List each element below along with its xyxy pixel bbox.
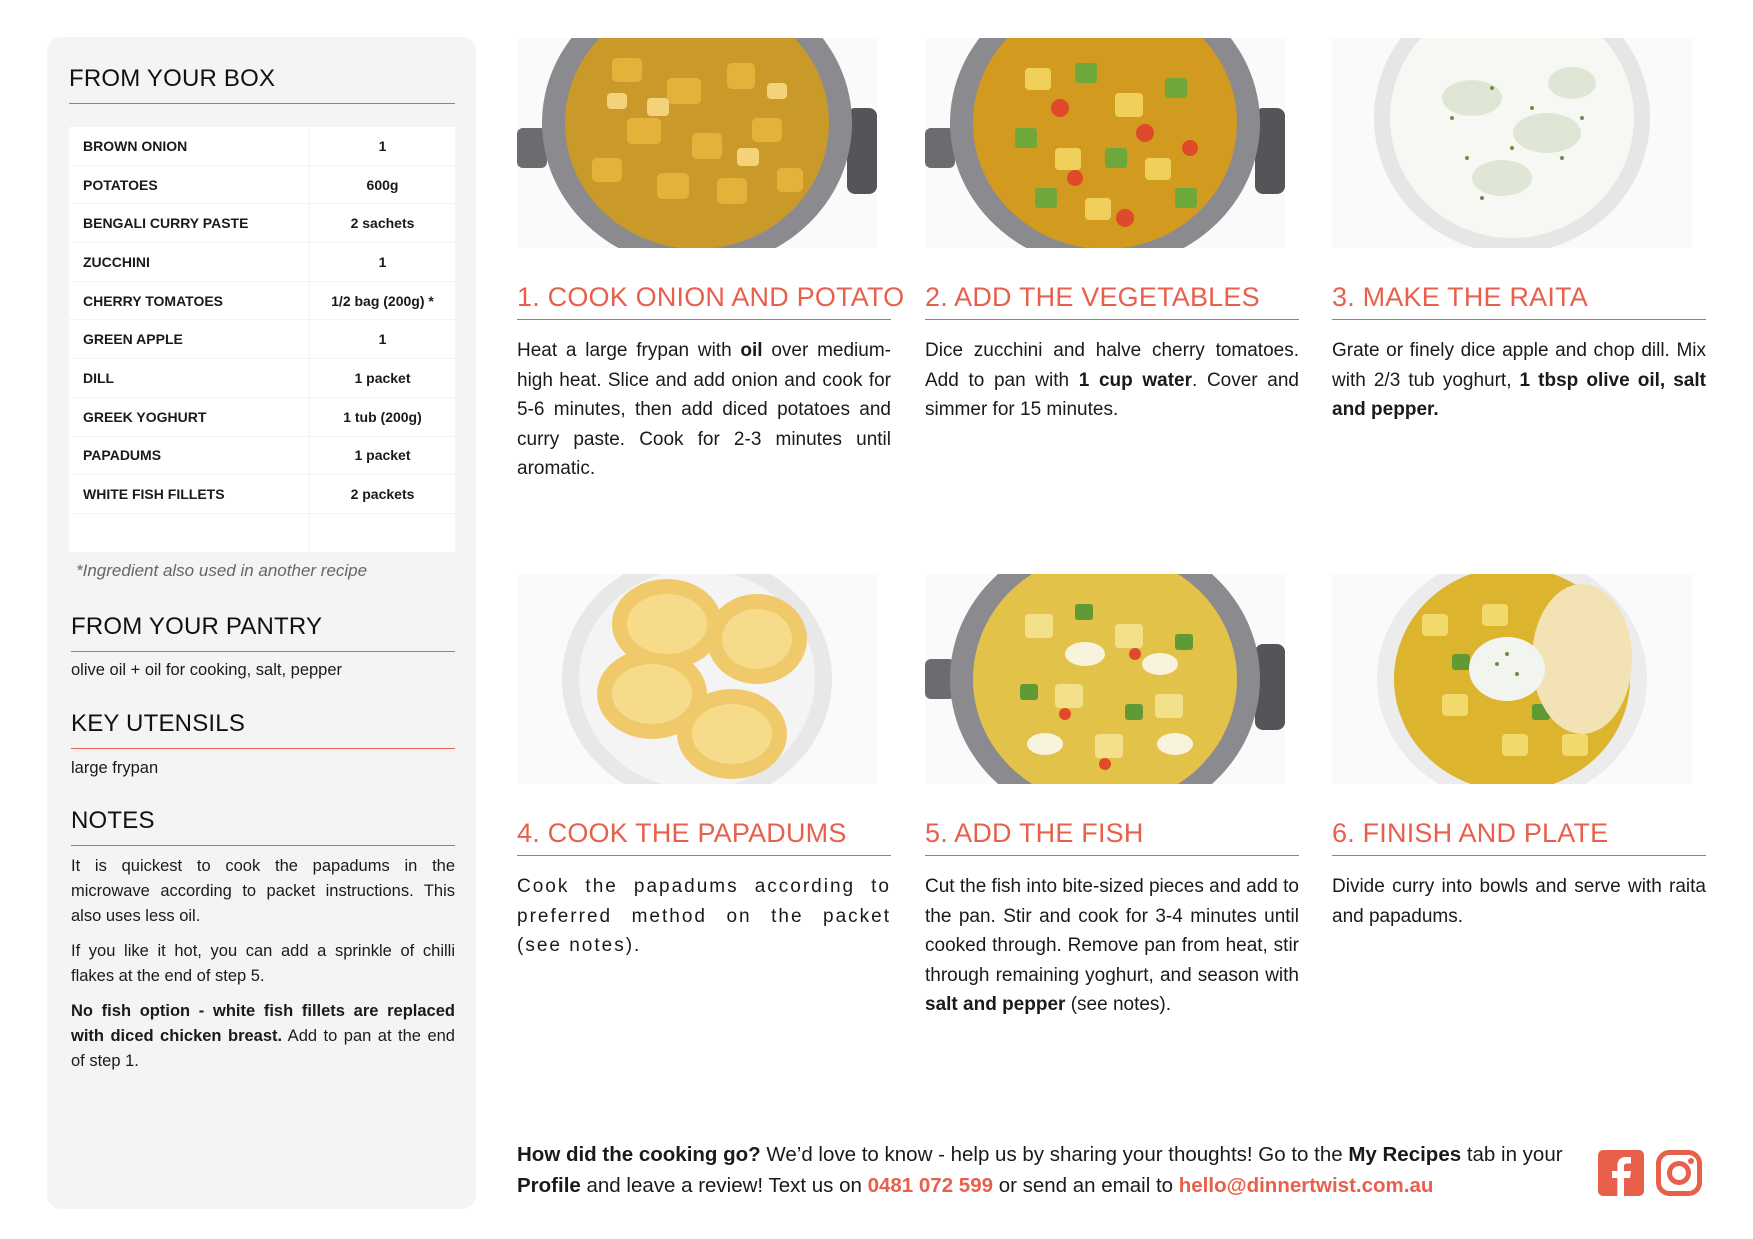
step-2-text-b: . Cover and simmer for 15 minutes. xyxy=(925,369,1299,420)
ingredient-qty: 1 packet xyxy=(309,437,455,475)
feedback-text-c: and leave a review! Text us on xyxy=(580,1174,868,1197)
step-6 xyxy=(1332,574,1706,931)
note-no-fish xyxy=(71,999,455,1074)
profile-label: Profile xyxy=(517,1174,581,1197)
ingredient-name: ZUCCHINI xyxy=(83,253,150,270)
step-5-text-b: (see notes). xyxy=(1065,994,1172,1015)
step-5-text-a: Cut the fish into bite-sized pieces and add to the pan. Stir and cook for 3-4 minutes until cooked through. Remove pan from heat, stir through remaining yoghurt, and season with xyxy=(925,876,1299,986)
step-1-text-b: over medium-high heat. Slice and add onion and cook for 5-6 minutes, then add diced potatoes and curry paste. Cook for 2-3 minutes until aromatic. xyxy=(517,340,891,479)
step-5-bold-a: salt and pepper xyxy=(925,994,1066,1015)
pantry-text: olive oil + oil for cooking, salt, pepper xyxy=(71,661,343,679)
my-recipes-label: My Recipes xyxy=(1348,1143,1462,1166)
step-1-body xyxy=(517,336,891,484)
step-3-body xyxy=(1332,336,1706,425)
step-1-title: 1. COOK ONION AND POTATO xyxy=(517,282,891,320)
step-6-photo xyxy=(1332,574,1692,784)
ingredient-name: BROWN ONION xyxy=(83,137,188,154)
ingredient-qty: 1 tub (200g) xyxy=(309,398,455,436)
step-6-title: 6. FINISH AND PLATE xyxy=(1332,818,1706,856)
step-1-bold-a: oil xyxy=(740,340,763,361)
instagram-icon[interactable] xyxy=(1656,1150,1702,1196)
ingredient-name: GREEN APPLE xyxy=(83,331,183,348)
table-row xyxy=(69,359,455,398)
ingredient-name: CHERRY TOMATOES xyxy=(83,292,224,309)
step-2-title: 2. ADD THE VEGETABLES xyxy=(925,282,1299,320)
ingredient-name: PAPADUMS xyxy=(83,447,162,464)
phone-link[interactable]: 0481 072 599 xyxy=(867,1174,993,1197)
step-5-body xyxy=(925,872,1299,1020)
ingredient-name: WHITE FISH FILLETS xyxy=(83,486,225,503)
step-4-title: 4. COOK THE PAPADUMS xyxy=(517,818,891,856)
step-4-body xyxy=(517,872,891,961)
step-2 xyxy=(925,38,1299,425)
table-row xyxy=(69,514,455,553)
notes-body xyxy=(71,854,455,1084)
ingredient-qty xyxy=(309,514,455,552)
table-row xyxy=(69,243,455,282)
note-microwave: It is quickest to cook the papadums in the microwave according to packet instructions. This also uses less oil. xyxy=(71,857,455,925)
step-1 xyxy=(517,38,905,484)
table-row xyxy=(69,437,455,476)
step-6-body xyxy=(1332,872,1706,931)
step-2-bold-a: 1 cup water xyxy=(1078,369,1193,391)
ingredient-name: GREEK YOGHURT xyxy=(83,408,207,425)
feedback-text-a: We’d love to know - help us by sharing your thoughts! Go to the xyxy=(760,1143,1349,1166)
step-5 xyxy=(925,574,1299,1020)
note-chilli: If you like it hot, you can add a sprinkle of chilli flakes at the end of step 5. xyxy=(71,942,455,985)
email-link[interactable]: hello@dinnertwist.com.au xyxy=(1178,1174,1434,1197)
notes-heading: NOTES xyxy=(71,807,455,846)
from-your-box-heading: FROM YOUR BOX xyxy=(69,65,455,104)
ingredient-qty: 1 packet xyxy=(309,359,455,397)
feedback-text-b: tab in your xyxy=(1461,1143,1563,1166)
table-row xyxy=(69,204,455,243)
utensils-heading: KEY UTENSILS xyxy=(71,710,455,749)
table-row xyxy=(69,127,455,166)
step-2-photo xyxy=(925,38,1285,248)
table-row xyxy=(69,398,455,437)
feedback-footer xyxy=(517,1139,1577,1201)
step-4-text-a: Cook the papadums according to preferred method on the packet (see notes). xyxy=(517,876,891,956)
step-5-title: 5. ADD THE FISH xyxy=(925,818,1299,856)
ingredient-name: BENGALI CURRY PASTE xyxy=(83,215,249,232)
ingredient-qty: 1/2 bag (200g) * xyxy=(309,282,455,320)
ingredients-table xyxy=(69,127,455,553)
step-4 xyxy=(517,574,891,961)
step-4-photo xyxy=(517,574,877,784)
step-3-bold-a: 1 tbsp olive oil, salt and pepper. xyxy=(1332,369,1706,420)
ingredient-qty: 600g xyxy=(309,166,455,204)
note-no-fish-bold: No fish option - white fish fillets are replaced with diced chicken breast. xyxy=(71,1002,455,1045)
ingredient-qty: 2 packets xyxy=(309,475,455,513)
step-2-body xyxy=(925,336,1299,425)
step-5-photo xyxy=(925,574,1285,784)
pantry-heading: FROM YOUR PANTRY xyxy=(71,613,455,652)
feedback-text-d: or send an email to xyxy=(993,1174,1179,1197)
step-3-title: 3. MAKE THE RAITA xyxy=(1332,282,1706,320)
step-3-photo xyxy=(1332,38,1692,248)
table-row xyxy=(69,282,455,321)
feedback-question: How did the cooking go? xyxy=(517,1143,761,1166)
step-1-text-a: Heat a large frypan with xyxy=(517,340,741,361)
step-6-text-a: Divide curry into bowls and serve with raita and papadums. xyxy=(1332,876,1706,927)
ingredient-qty: 1 xyxy=(309,127,455,165)
utensils-text: large frypan xyxy=(71,759,159,777)
table-row xyxy=(69,475,455,514)
facebook-icon[interactable] xyxy=(1598,1150,1644,1196)
ingredients-panel xyxy=(47,37,476,1209)
step-1-photo xyxy=(517,38,877,248)
step-3-text-a: Grate or finely dice apple and chop dill. Mix with 2/3 tub yoghurt, xyxy=(1332,340,1706,391)
step-2-text-a: Dice zucchini and halve cherry tomatoes. Add to pan with xyxy=(925,340,1299,391)
table-row xyxy=(69,166,455,205)
ingredient-qty: 1 xyxy=(309,320,455,358)
ingredient-qty: 1 xyxy=(309,243,455,281)
ingredient-footnote: *Ingredient also used in another recipe xyxy=(76,561,368,580)
note-no-fish-rest: Add to pan at the end of step 1. xyxy=(71,1027,455,1070)
step-3 xyxy=(1332,38,1706,425)
table-row xyxy=(69,320,455,359)
ingredient-name: DILL xyxy=(83,369,115,386)
ingredient-qty: 2 sachets xyxy=(309,204,455,242)
ingredient-name: POTATOES xyxy=(83,176,158,193)
